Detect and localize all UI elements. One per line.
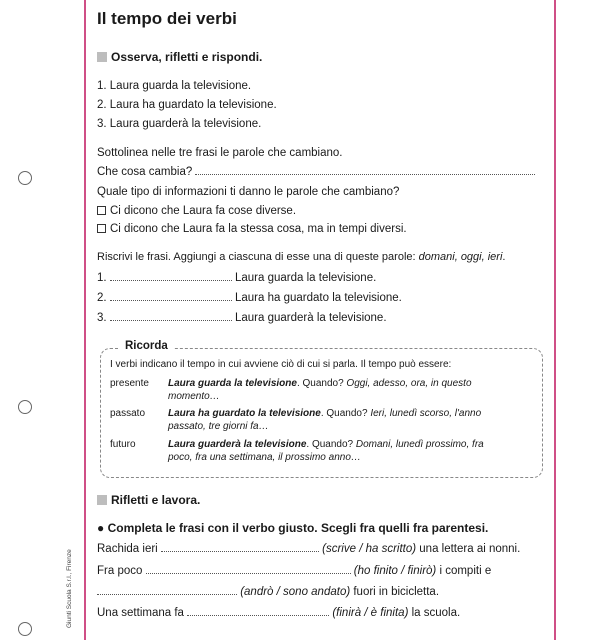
answer-line[interactable] [110,312,232,321]
section-heading-1: Osserva, rifletti e rispondi. [97,50,262,64]
binder-hole [18,400,32,414]
rewrite-instruction: Riscrivi le frasi. Aggiungi a ciascuna di esse una di queste parole: domani, oggi, ieri. [97,251,506,263]
tense-example-cont: passato, tre giorni fa… [168,421,269,432]
exercise-line: Una settimana fa (finirà / è finita) la scuola. [97,607,461,619]
ricorda-intro: I verbi indicano il tempo in cui avviene ciò di cui si parla. Il tempo può essere: [110,359,452,370]
answer-line[interactable] [161,543,319,552]
tense-label: passato [110,408,146,419]
answer-line[interactable] [97,586,237,595]
square-bullet-icon [97,52,107,62]
rewrite-line: 3. Laura guarderà la televisione. [97,312,387,324]
exercise-instruction: ● Completa le frasi con il verbo giusto. Scegli fra quelli fra parentesi. [97,521,489,535]
sentence: 1. Laura guarda la televisione. [97,80,252,92]
answer-line[interactable] [110,272,232,281]
tense-example-cont: momento… [168,391,220,402]
tense-example: Laura ha guardato la televisione. Quando? Ieri, lunedì scorso, l'anno [168,408,482,419]
tense-example-cont: poco, fra una settimana, il prossimo anno… [168,452,361,463]
binder-hole [18,622,32,636]
answer-line[interactable] [187,607,329,616]
ricorda-title: Ricorda [120,340,173,352]
sentence: 2. Laura ha guardato la televisione. [97,99,277,111]
bullet-icon: ● [97,521,108,535]
answer-line[interactable] [146,565,351,574]
tense-example: Laura guarda la televisione. Quando? Oggi, adesso, ora, in questo [168,378,472,389]
tense-label: futuro [110,439,136,450]
publisher-credit: Giunti Scuola S.r.l., Firenze [66,549,73,628]
exercise-line: Rachida ieri (scrive / ha scritto) una lettera ai nonni. [97,543,521,555]
section-heading-2: Rifletti e lavora. [97,493,200,507]
checkbox[interactable] [97,206,106,215]
page-title: Il tempo dei verbi [97,9,237,28]
checkbox[interactable] [97,224,106,233]
exercise-line: Fra poco (ho finito / finirò) i compiti e [97,565,492,577]
sentence: 3. Laura guarderà la televisione. [97,118,262,130]
rewrite-line: 1. Laura guarda la televisione. [97,272,377,284]
square-bullet-icon [97,495,107,505]
answer-line[interactable] [195,166,535,175]
binder-hole [18,171,32,185]
option-2: Ci dicono che Laura fa la stessa cosa, ma in tempi diversi. [97,223,407,235]
question-info: Quale tipo di informazioni ti danno le parole che cambiano? [97,186,400,198]
rewrite-line: 2. Laura ha guardato la televisione. [97,292,402,304]
underline-instruction: Sottolinea nelle tre frasi le parole che cambiano. [97,147,343,159]
tense-label: presente [110,378,149,389]
answer-line[interactable] [110,292,232,301]
question-what-changes: Che cosa cambia? [97,166,535,178]
exercise-line: (andrò / sono andato) fuori in bicicletta. [97,586,439,598]
tense-example: Laura guarderà la televisione. Quando? Domani, lunedì prossimo, fra [168,439,484,450]
option-1: Ci dicono che Laura fa cose diverse. [97,205,296,217]
